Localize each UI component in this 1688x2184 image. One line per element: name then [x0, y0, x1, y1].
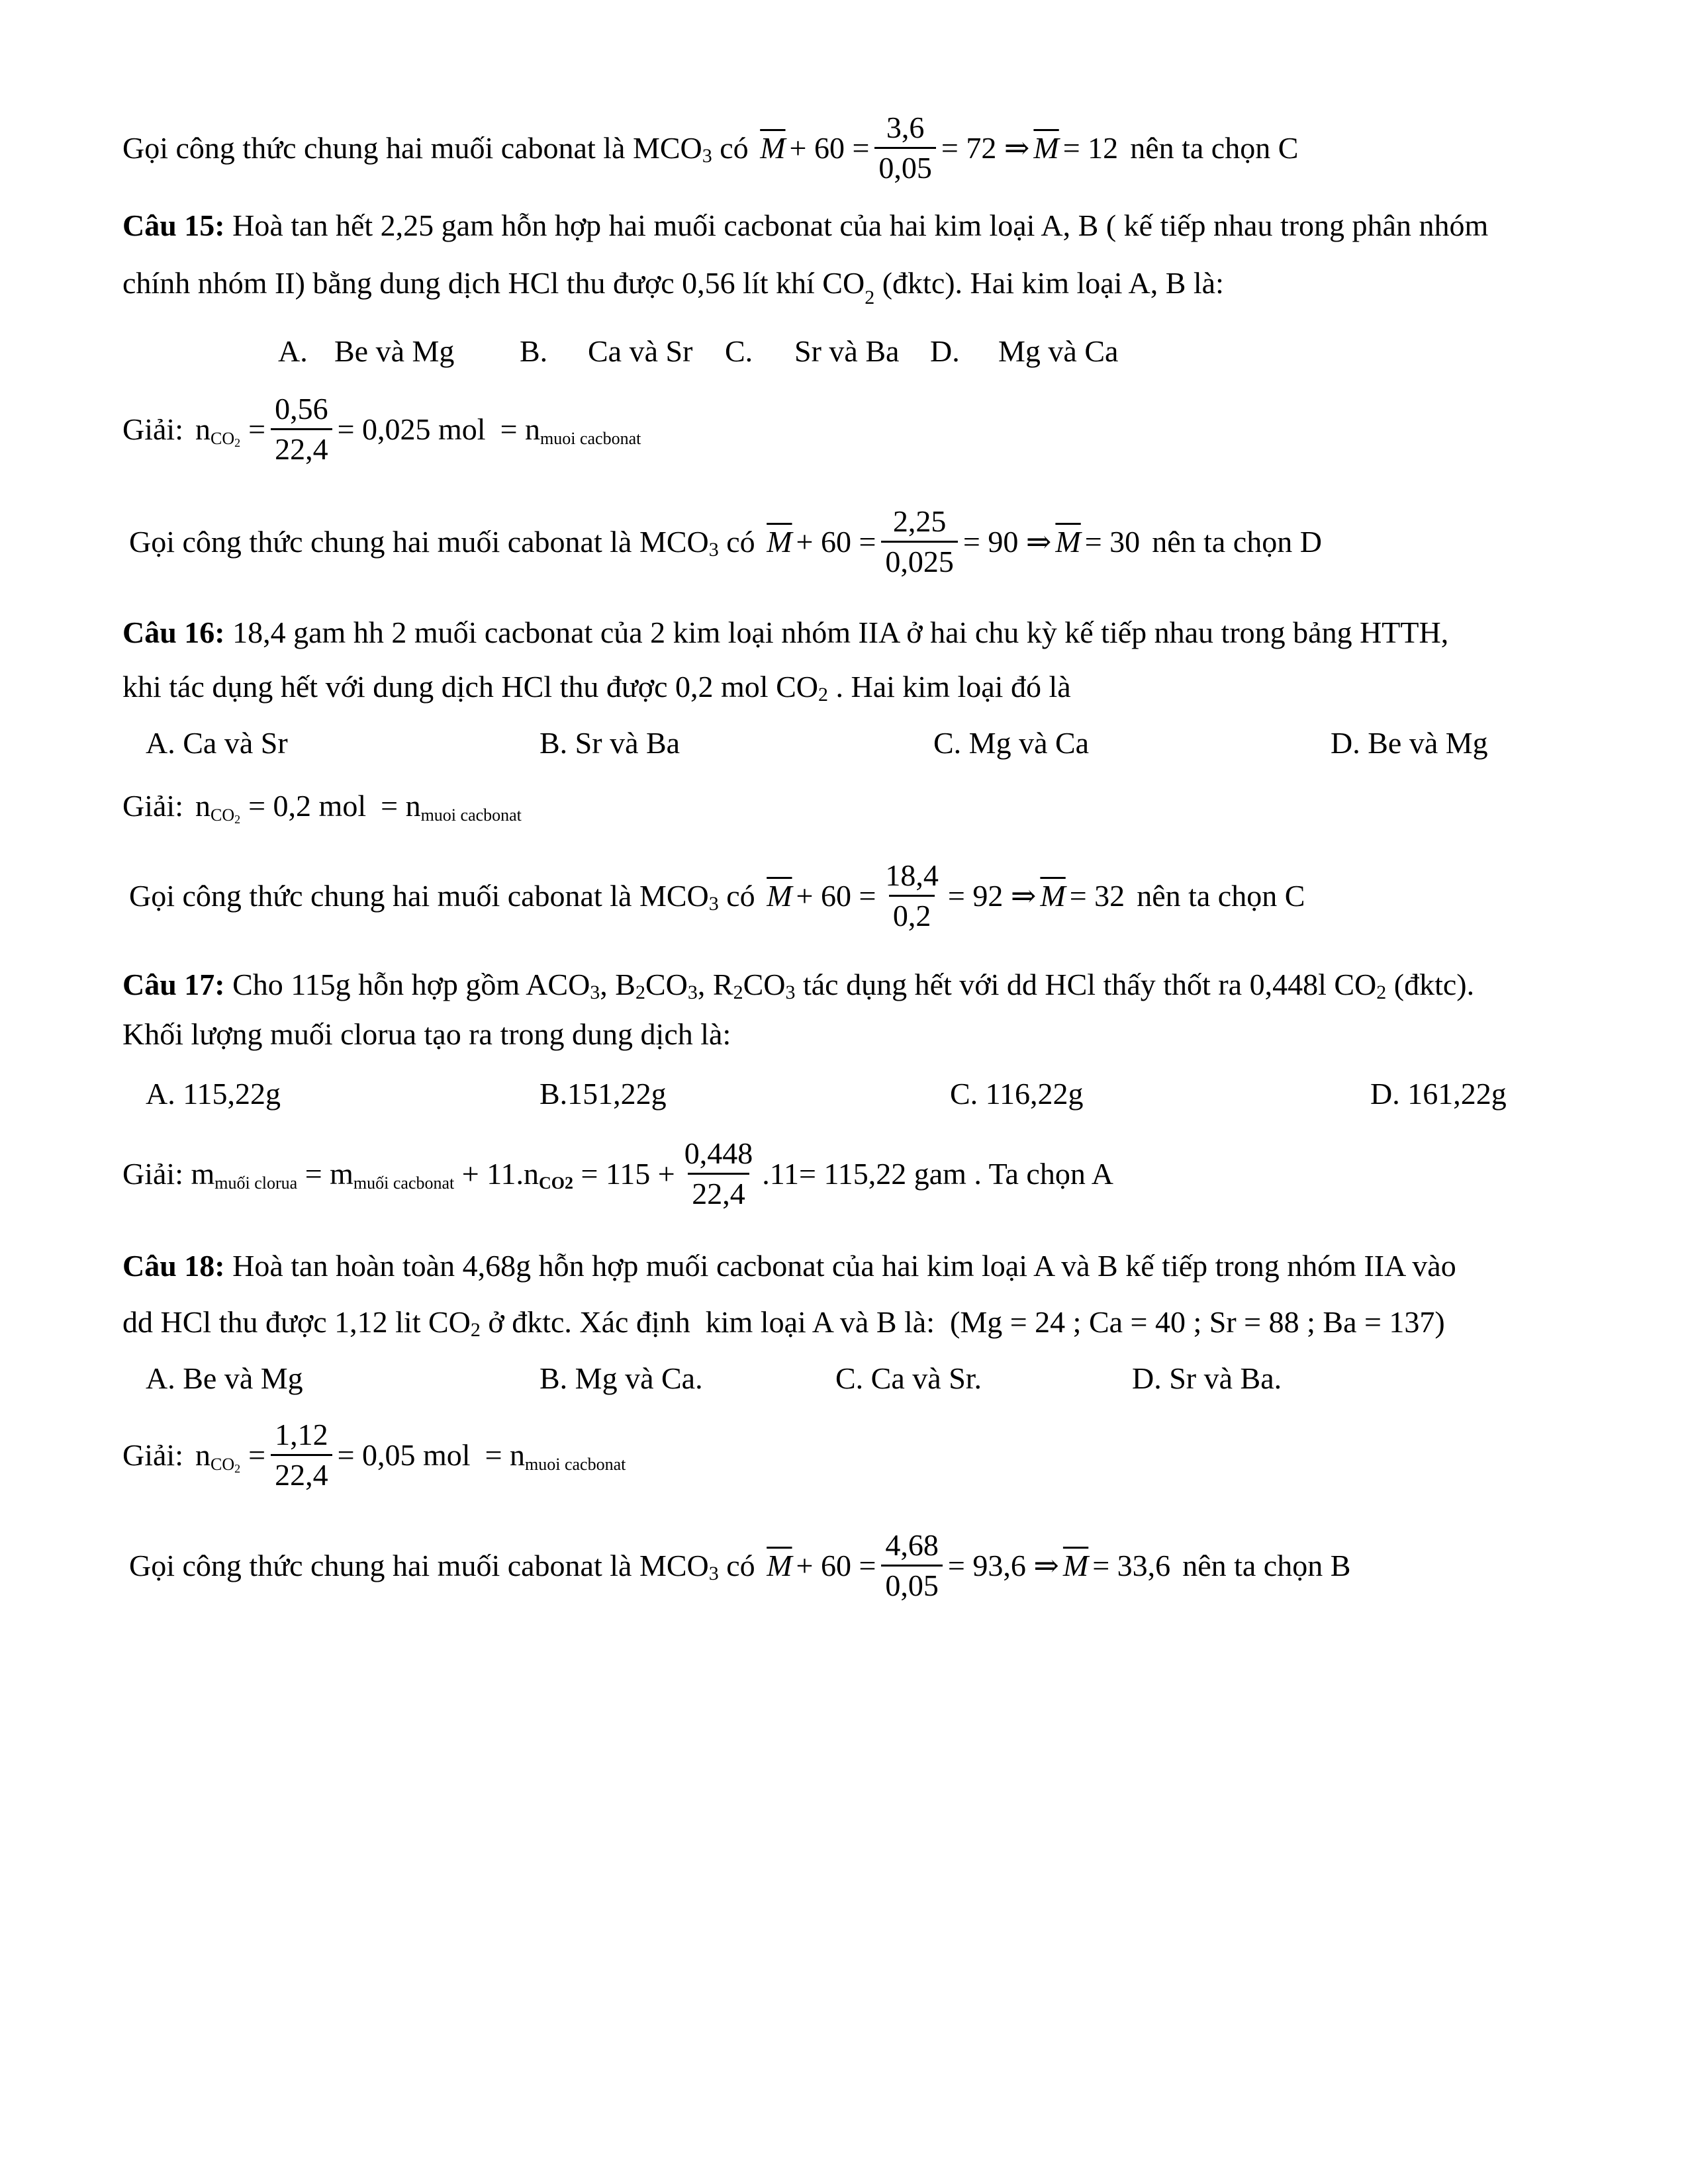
fraction — [271, 394, 332, 465]
option-letter: B. — [520, 334, 548, 368]
formula-text: n — [195, 1437, 211, 1472]
option-text: Mg và Ca — [998, 334, 1119, 368]
solution-label: Giải: m — [122, 1156, 215, 1191]
formula-text: = 30 — [1084, 524, 1141, 559]
subscript: 3 — [708, 538, 719, 561]
formula-text: có — [712, 130, 757, 165]
denominator: 0,05 — [881, 1565, 943, 1601]
formula-text: có — [718, 524, 763, 559]
option-a: A. 115,22g — [146, 1077, 281, 1111]
subscript: 3 — [702, 144, 712, 167]
subscript: 2 — [470, 1319, 481, 1341]
option-b: B. Sr và Ba — [539, 726, 680, 760]
formula-text: + 60 = — [796, 1548, 876, 1582]
formula-text: = n — [381, 789, 421, 823]
formula-text: = 0,05 mol — [337, 1437, 471, 1472]
question-text: Hoà tan hoàn toàn 4,68g hỗn hợp muối cacbonat của hai kim loại A và B kế tiếp trong nhóm IIA vào — [224, 1249, 1456, 1283]
m-bar: $\overline{M}$ — [1040, 878, 1066, 913]
question-text: dd HCl thu được 1,12 lit CO — [122, 1305, 471, 1339]
question-label: Câu 15: — [122, 208, 225, 242]
formula-text: = 33,6 — [1092, 1548, 1171, 1582]
option-b: B. Mg và Ca. — [539, 1361, 703, 1395]
q15-formula — [129, 506, 1322, 577]
q17-line2 — [122, 1019, 731, 1050]
formula-text: .11= 115,22 gam . Ta chọn A — [762, 1156, 1113, 1191]
q15-line1 — [122, 210, 1488, 241]
formula-text: = 12 — [1062, 130, 1119, 165]
q18-line2 — [122, 1305, 1445, 1341]
subscript: 2 — [234, 1461, 241, 1475]
fraction — [881, 1530, 943, 1601]
question-label: Câu 16: — [122, 615, 225, 649]
m-bar: $\overline{M}$ — [1055, 524, 1081, 559]
question-text: 18,4 gam hh 2 muối cacbonat của 2 kim loại nhóm IIA ở hai chu kỳ kế tiếp nhau trong bảng HTTH, — [224, 615, 1449, 649]
formula-text: Gọi công thức chung hai muối cabonat là MCO — [122, 130, 702, 165]
m-bar: $\overline{M}$ — [767, 1548, 792, 1582]
formula-text: n — [195, 412, 211, 446]
m-bar: $\overline{M}$ — [760, 130, 786, 165]
denominator: 22,4 — [271, 428, 332, 465]
formula-text: nên ta chọn C — [1130, 130, 1299, 165]
q16-line1 — [122, 617, 1448, 648]
subscript: 2 — [234, 813, 241, 826]
question-text: Cho 115g hỗn hợp gồm ACO — [224, 968, 590, 1001]
m-bar: $\overline{M}$ — [767, 524, 792, 559]
subscript: 2 — [865, 287, 875, 308]
q18-line1 — [122, 1251, 1456, 1281]
denominator: 0,025 — [881, 541, 958, 577]
subscript: muoi cacbonat — [540, 428, 641, 448]
numerator: 4,68 — [885, 1528, 939, 1562]
subscript: muoi cacbonat — [525, 1454, 626, 1474]
formula-text: = 93,6 ⇒ — [947, 1548, 1059, 1582]
option-text: Ca và Sr — [588, 334, 693, 368]
q17-solution — [122, 1138, 1113, 1209]
fraction — [680, 1138, 757, 1209]
question-text: , B — [600, 968, 635, 1001]
fraction — [881, 506, 958, 577]
question-label: Câu 18: — [122, 1249, 225, 1283]
option-a: A. Ca và Sr — [146, 726, 288, 760]
q18-options — [0, 1363, 1688, 1403]
q16-options — [0, 728, 1688, 768]
numerator: 3,6 — [886, 111, 925, 144]
solution-label: Giải: — [122, 1437, 183, 1472]
option-c: C. Mg và Ca — [933, 726, 1090, 760]
top-formula — [122, 113, 1298, 183]
formula-text: = 90 ⇒ — [962, 524, 1052, 559]
numerator: 2,25 — [892, 504, 947, 538]
formula-text: = 0,025 mol — [337, 412, 486, 446]
subscript: 2 — [1376, 981, 1387, 1003]
subscript: muối cacbonat — [353, 1173, 455, 1193]
q16-solution — [122, 789, 522, 826]
numerator: 18,4 — [885, 858, 939, 892]
formula-text: Gọi công thức chung hai muối cabonat là MCO — [129, 524, 709, 559]
question-text: tác dụng hết với dd HCl thấy thốt ra 0,448l CO — [795, 968, 1377, 1001]
subscript: CO2 — [539, 1173, 574, 1193]
question-text: (đktc). Hai kim loại A, B là: — [874, 266, 1224, 300]
option-d: D. Be và Mg — [1331, 726, 1488, 760]
formula-text: + 60 = — [796, 524, 876, 559]
q17-options — [0, 1079, 1688, 1118]
fraction — [271, 1420, 332, 1490]
option-c: C. 116,22g — [950, 1077, 1084, 1111]
question-text: khi tác dụng hết với dung dịch HCl thu được 0,2 mol CO — [122, 670, 818, 704]
q15-options — [0, 336, 1688, 376]
formula-text: n — [195, 789, 211, 823]
question-text: Khối lượng muối clorua tạo ra trong dung dịch là: — [122, 1017, 731, 1051]
question-text: Hoà tan hết 2,25 gam hỗn hợp hai muối cacbonat của hai kim loại A, B ( kế tiếp nhau trong phân nhóm — [224, 208, 1489, 242]
m-bar: $\overline{M}$ — [767, 878, 792, 913]
formula-text: nên ta chọn B — [1182, 1548, 1351, 1582]
option-b: B.151,22g — [539, 1077, 667, 1111]
subscript: muoi cacbonat — [420, 805, 522, 825]
question-text: CO — [645, 968, 688, 1001]
subscript: CO — [210, 1454, 235, 1474]
q18-solution: Giải: n $_{CO}$ $_2$ = $\frac{1,12}{22,4}$ = 0,05 mol = n $_{muoi cacbonat}$ — [122, 1418, 626, 1492]
fraction — [874, 113, 936, 183]
subscript: 3 — [708, 1562, 719, 1584]
solution-label: Giải: — [122, 789, 183, 823]
fraction — [881, 860, 943, 931]
subscript: 2 — [733, 981, 743, 1003]
numerator: 0,56 — [275, 392, 328, 426]
formula-text: có — [718, 1548, 763, 1582]
option-a: A. Be và Mg — [146, 1361, 303, 1395]
denominator: 22,4 — [271, 1454, 332, 1490]
option-text: Be và Mg — [334, 334, 455, 368]
denominator: 0,2 — [889, 895, 935, 931]
formula-text: + 11.n — [454, 1156, 539, 1191]
formula-text: = n — [485, 1437, 526, 1472]
formula-text: nên ta chọn C — [1137, 878, 1305, 913]
q17-line1 — [122, 968, 1475, 1003]
question-text: . Hai kim loại đó là — [828, 670, 1071, 704]
question-text: CO — [743, 968, 786, 1001]
q16-line2 — [122, 670, 1071, 705]
formula-text: Gọi công thức chung hai muối cabonat là MCO — [129, 1548, 709, 1582]
subscript: 2 — [818, 684, 828, 705]
q15-line2 — [122, 266, 1224, 308]
question-label: Câu 17: — [122, 968, 225, 1001]
subscript: 3 — [687, 981, 698, 1003]
question-text: , R — [697, 968, 733, 1001]
option-letter: C. — [725, 334, 753, 368]
subscript: 2 — [635, 981, 645, 1003]
option-d: D. 161,22g — [1370, 1077, 1507, 1111]
formula-text: nên ta chọn D — [1152, 524, 1322, 559]
question-text: ở đktc. Xác định kim loại A và B là: (Mg = 24 ; Ca = 40 ; Sr = 88 ; Ba = 137) — [480, 1305, 1445, 1339]
option-text: Sr và Ba — [794, 334, 900, 368]
formula-text: = 115 + — [573, 1156, 675, 1191]
subscript: 2 — [234, 435, 241, 449]
m-bar: $\overline{M}$ — [1033, 130, 1059, 165]
formula-text: = m — [297, 1156, 353, 1191]
m-bar: $\overline{M}$ — [1062, 1548, 1089, 1582]
solution-label: Giải: — [122, 412, 183, 446]
formula-text: = 92 ⇒ — [947, 878, 1037, 913]
formula-text: + 60 = — [789, 130, 870, 165]
q16-formula — [129, 860, 1305, 931]
numerator: 1,12 — [275, 1418, 328, 1451]
subscript: 3 — [590, 981, 600, 1003]
subscript: CO — [210, 428, 235, 448]
formula-text: + 60 = — [796, 878, 876, 913]
formula-text: = n — [500, 412, 541, 446]
denominator: 22,4 — [688, 1173, 749, 1209]
subscript: CO — [210, 805, 235, 825]
formula-text: = 32 — [1069, 878, 1125, 913]
subscript: 3 — [785, 981, 796, 1003]
subscript: 3 — [708, 892, 719, 915]
subscript: muối clorua — [214, 1173, 298, 1193]
option-letter: A. — [278, 334, 308, 368]
option-letter: D. — [930, 334, 960, 368]
formula-text: Gọi công thức chung hai muối cabonat là MCO — [129, 878, 709, 913]
option-d: D. Sr và Ba. — [1132, 1361, 1282, 1395]
option-c: C. Ca và Sr. — [835, 1361, 982, 1395]
q18-formula — [129, 1530, 1350, 1601]
question-text: chính nhóm II) bằng dung dịch HCl thu được 0,56 lít khí CO — [122, 266, 865, 300]
formula-text: có — [718, 878, 763, 913]
q15-solution: Giải: n $_{CO}$ $_2$ = $\frac{0,56}{22,4}$ = 0,025 mol = n $_{muoi cacbonat}$ — [122, 392, 641, 466]
numerator: 0,448 — [684, 1136, 753, 1170]
question-text: (đktc). — [1386, 968, 1475, 1001]
formula-text: = 72 ⇒ — [941, 130, 1030, 165]
denominator: 0,05 — [874, 147, 936, 183]
formula-text: = 0,2 mol — [248, 789, 367, 823]
